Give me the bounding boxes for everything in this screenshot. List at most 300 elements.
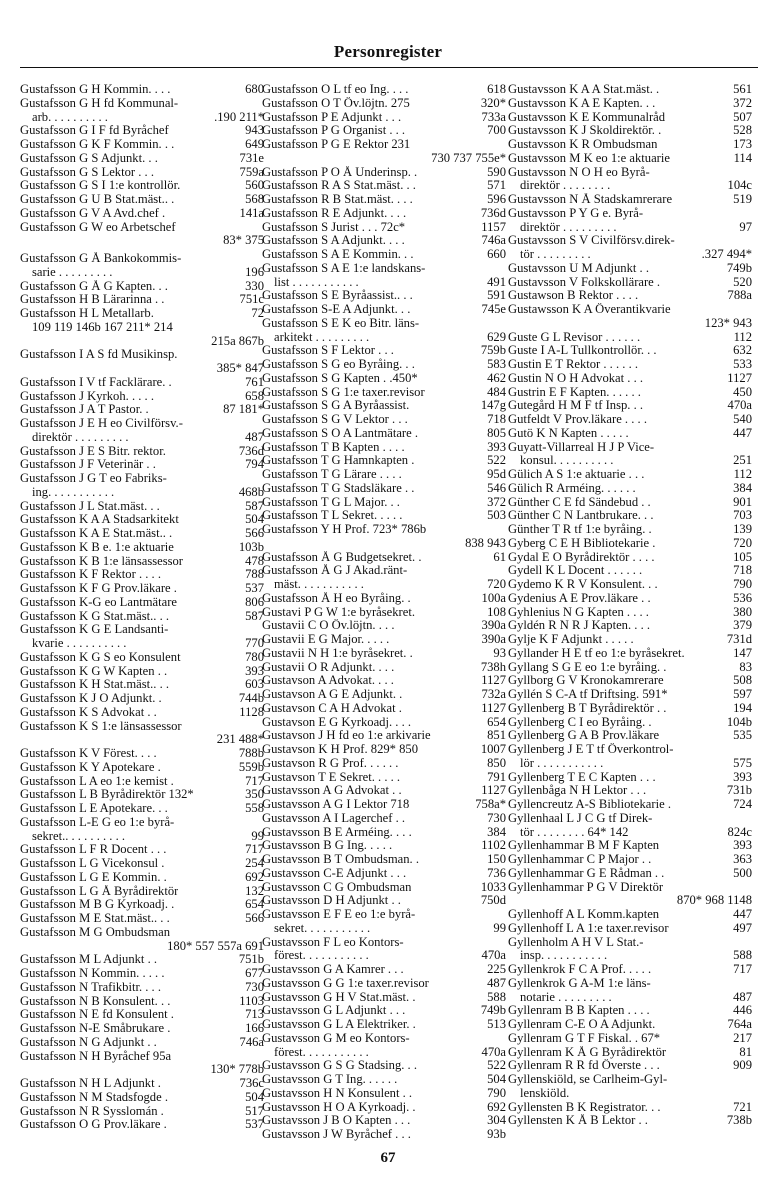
register-entry-line	[508, 523, 752, 537]
register-entry-line	[508, 798, 752, 812]
entry-pages: 447	[733, 908, 752, 921]
entry-text: Gydal E O Byrådirektör . . . .	[508, 550, 655, 564]
entry-text: Gustavson A Advokat. . . .	[262, 674, 394, 688]
entry-text: Gustavsson G M eo Kontors-	[262, 1031, 410, 1045]
entry-pages: 108	[487, 605, 506, 619]
register-entry-line	[20, 221, 264, 235]
register-entry-line	[508, 482, 752, 496]
entry-pages: 692	[487, 1100, 506, 1114]
register-entry-line	[20, 678, 264, 692]
entry-pages: 717	[733, 963, 752, 976]
register-entry-line	[262, 1032, 506, 1046]
entry-pages: 677	[245, 967, 264, 980]
entry-pages: 97	[739, 220, 752, 234]
register-entry-line	[508, 97, 752, 111]
entry-text: Gyllenbåga N H Lektor . . .	[508, 784, 647, 798]
entry-text: Gustavsson G A Kamrer . . .	[262, 963, 404, 976]
entry-pages	[503, 138, 506, 152]
register-entry-line	[508, 152, 752, 166]
entry-text: Gustavsson G H V Stat.mäst. .	[262, 990, 416, 1004]
entry-pages: 1127	[481, 674, 506, 688]
entry-text: sekret.. . . . . . . . . .	[32, 829, 126, 843]
entry-pages: 254	[245, 857, 264, 870]
entry-text: Gustafsson G S Adjunkt. . .	[20, 151, 158, 165]
entry-pages	[749, 812, 752, 826]
register-entry-line	[262, 317, 506, 331]
entry-pages: 1103	[239, 994, 264, 1008]
register-entry-line	[20, 610, 264, 624]
entry-text: Gustavsson J B O Kapten . . .	[262, 1114, 411, 1128]
entry-pages: 744b	[238, 692, 264, 705]
entry-pages: 95d	[487, 468, 506, 481]
entry-text: Gustafsson J F Veterinär . .	[20, 458, 156, 472]
register-entry-line	[262, 1004, 506, 1018]
register-entry-line	[508, 771, 752, 785]
entry-pages	[503, 262, 506, 276]
entry-text: Gustafsson G Å Bankokommis-	[20, 252, 182, 265]
register-entry-line	[508, 702, 752, 716]
register-entry-line	[508, 784, 752, 798]
register-entry-line	[508, 716, 752, 730]
register-entry-line	[262, 138, 506, 152]
entry-pages: 1033	[480, 880, 506, 894]
entry-pages: 759b	[480, 344, 506, 358]
entry-text: Gustafsson K H Stat.mäst.. . .	[20, 678, 170, 692]
entry-pages: 603	[245, 678, 264, 692]
entry-pages: 528	[733, 124, 752, 138]
register-entry-line	[508, 111, 752, 125]
register-entry-line	[262, 716, 506, 730]
entry-pages	[749, 207, 752, 221]
register-entry-line	[262, 289, 506, 303]
entry-pages: 730	[245, 980, 264, 994]
register-entry-line	[20, 1036, 264, 1050]
entry-pages: 720	[487, 578, 506, 591]
entry-text: förest. . . . . . . . . . .	[274, 949, 369, 963]
register-entry-line	[262, 702, 506, 716]
entry-text: Gyllensten B K Registrator. . .	[508, 1100, 661, 1114]
entry-text: Gydemo K R V Konsulent. . .	[508, 578, 658, 591]
register-entry-line	[20, 651, 264, 665]
entry-pages: 379	[733, 619, 752, 633]
register-entry-line	[20, 788, 264, 802]
register-entry-line	[20, 527, 264, 541]
entry-text: Gyllenhammar G E Rådman . .	[508, 866, 665, 880]
entry-text: Gyllensten K Å B Lektor . .	[508, 1114, 648, 1128]
entry-text: Gustafsson Å H eo Byråing. .	[262, 591, 411, 605]
entry-text: Gustafsson J E H eo Civilförsv.-	[20, 417, 183, 430]
entry-pages: 522	[487, 454, 506, 468]
entry-text: Gustavsson U M Adjunkt . .	[508, 261, 649, 275]
entry-text: Gustafsson S A E 1:e landskans-	[262, 261, 426, 275]
register-entry-line	[508, 234, 752, 248]
entry-text: Gyllang S G E eo 1:e byråing. .	[508, 660, 667, 674]
register-entry-line	[262, 207, 506, 221]
entry-text: Gyllenram G T F Fiskal. . 67*	[508, 1031, 661, 1045]
entry-text: Gustafsson T G L Major. . .	[262, 495, 400, 509]
entry-pages: 788a	[727, 289, 752, 303]
register-entry-line	[508, 138, 752, 152]
register-entry-line	[508, 564, 752, 578]
entry-text: Gustavson E G Kyrkoadj. . . .	[262, 715, 412, 729]
entry-pages: 588	[487, 990, 506, 1004]
entry-pages: 93b	[487, 1128, 506, 1141]
register-entry-line	[20, 1091, 264, 1105]
entry-pages: 520	[733, 275, 752, 289]
entry-text: Gustavson J H fd eo 1:e arkivarie	[262, 729, 431, 743]
entry-text: Gustavsson V Folkskollärare .	[508, 275, 661, 289]
entry-text: Gustafsson G K F Kommin. . .	[20, 138, 175, 151]
entry-pages: 736	[487, 866, 506, 880]
register-entry-line	[262, 386, 506, 400]
entry-text: Gustafsson T G Lärare . . . .	[262, 468, 402, 481]
register-entry-line	[20, 1022, 264, 1036]
entry-text: Gustafsson K F Rektor . . . .	[20, 568, 161, 582]
register-entry-line	[20, 857, 264, 871]
register-entry-line	[508, 207, 752, 221]
register-entry-line	[262, 647, 506, 661]
register-entry-line	[20, 321, 264, 335]
entry-pages	[749, 234, 752, 248]
entry-pages: 522	[487, 1059, 506, 1073]
entry-pages: 750d	[480, 894, 506, 908]
entry-text: Gustafsson K J O Adjunkt. .	[20, 692, 162, 705]
register-entry-line	[20, 138, 264, 152]
entry-pages: 478	[245, 554, 264, 568]
entry-text: Gustafsson N G Adjunkt . .	[20, 1035, 157, 1049]
register-entry-line	[262, 276, 506, 290]
entry-text: Gyllén S C-A tf Driftsing. 591*	[508, 688, 668, 701]
entry-pages: 104c	[727, 179, 752, 193]
register-entry-line	[262, 358, 506, 372]
entry-text: arkitekt . . . . . . . . .	[274, 330, 370, 344]
entry-text: Gutegård H M F tf Insp. . .	[508, 399, 644, 413]
entry-text: Gustafsson K G W Kapten . .	[20, 664, 168, 678]
register-entry-line	[20, 513, 264, 527]
entry-text: Gustafsson K G E Landsanti-	[20, 623, 169, 637]
entry-text: Gustafsson S A Adjunkt. . . .	[262, 234, 405, 248]
register-entry-line	[20, 266, 264, 280]
entry-text: Gustafsson N H Byråchef 95a	[20, 1049, 172, 1063]
register-entry-line	[262, 537, 506, 551]
register-column-3	[508, 83, 752, 1128]
entry-pages: 320*	[480, 96, 506, 110]
entry-text: Gustin N O H Advokat . . .	[508, 371, 644, 385]
entry-text: Gyllenhaal L J C G tf Direk-	[508, 811, 653, 825]
register-entry-line	[262, 963, 506, 977]
register-entry-line	[508, 372, 752, 386]
register-entry-line	[20, 1118, 264, 1132]
entry-text: Gustrin E F Kapten. . . . . .	[508, 385, 641, 399]
entry-text: Gustafsson O L tf eo Ing. . . .	[262, 83, 409, 96]
register-entry-line	[20, 124, 264, 138]
entry-text: Gustafsson G S Lektor . . .	[20, 165, 154, 179]
entry-text: Gustavsson H N Konsulent . .	[262, 1086, 413, 1100]
entry-pages	[503, 908, 506, 922]
register-entry-line	[508, 454, 752, 468]
register-entry-line	[508, 743, 752, 757]
entry-pages	[503, 936, 506, 950]
register-entry-line	[508, 839, 752, 853]
entry-pages: 805	[487, 426, 506, 440]
entry-pages: 746a	[239, 1035, 264, 1049]
register-entry-line	[508, 881, 752, 895]
entry-text: Gustafsson Y H Prof. 723* 786b	[262, 523, 427, 536]
register-entry-line	[262, 1114, 506, 1128]
entry-pages: 720	[733, 536, 752, 550]
entry-text: Gustavsson G T Ing. . . . . .	[262, 1073, 398, 1086]
register-entry-line	[20, 940, 264, 954]
entry-pages: 487	[733, 990, 752, 1004]
register-entry-line	[508, 262, 752, 276]
header-rule	[20, 67, 758, 68]
entry-pages: 330	[245, 279, 264, 293]
entry-text: Gustafsson K S 1:e länsassessor	[20, 719, 182, 733]
entry-pages: 150	[487, 853, 506, 866]
register-entry-line	[508, 358, 752, 372]
entry-text: Gustafsson S G 1:e taxer.revisor	[262, 385, 425, 399]
entry-text: Gyllenkrok G A-M 1:e läns-	[508, 976, 651, 990]
entry-pages: 566	[245, 527, 264, 540]
register-entry-line	[508, 963, 752, 977]
entry-text: Gyllenhammar C P Major . .	[508, 853, 652, 866]
entry-pages: 838 943	[465, 536, 506, 550]
entry-pages: 99	[251, 829, 264, 843]
entry-text: Gylje K F Adjunkt . . . . .	[508, 633, 634, 646]
entry-pages: 393	[733, 839, 752, 853]
entry-text: Gustafsson K V Förest. . . .	[20, 747, 157, 760]
entry-text: Gustavsson A G I Lektor 718	[262, 798, 410, 811]
register-entry-line	[20, 898, 264, 912]
register-entry-line	[262, 674, 506, 688]
register-entry-line	[508, 936, 752, 950]
entry-pages: 104b	[726, 715, 752, 729]
register-entry-line	[20, 390, 264, 404]
register-entry-line	[508, 729, 752, 743]
entry-text: Gyllenberg J E T tf Överkontrol-	[508, 743, 674, 756]
register-entry-line	[262, 578, 506, 592]
entry-text: Gustavsson A G Advokat . .	[262, 784, 402, 798]
entry-pages: 83* 375	[223, 234, 264, 248]
entry-pages: 484	[487, 385, 506, 399]
register-entry-line	[262, 771, 506, 785]
entry-text: Gustafsson K F G Prov.läkare .	[20, 582, 177, 595]
entry-text: Gustafsson N Kommin. . . . .	[20, 967, 165, 980]
entry-pages: 112	[733, 330, 752, 344]
entry-text: Gustavsson J W Byråchef . . .	[262, 1128, 411, 1141]
register-entry-line	[20, 953, 264, 967]
register-entry-line	[262, 867, 506, 881]
entry-pages: 1102	[481, 839, 506, 853]
entry-text: Gustafsson J A T Pastor. .	[20, 403, 149, 417]
entry-pages: 385* 847	[216, 362, 264, 375]
entry-text: Gustavsson S V Civilförsv.direk-	[508, 234, 675, 248]
entry-text: Gyllenram B B Kapten . . . .	[508, 1004, 650, 1018]
entry-text: Gustafsson G W eo Arbetschef	[20, 220, 176, 234]
entry-text: Gustafsson K B 1:e länsassessor	[20, 554, 184, 568]
register-entry-line	[20, 280, 264, 294]
register-entry-line	[262, 949, 506, 963]
entry-text: Gustafsson G U B Stat.mäst.. .	[20, 193, 175, 206]
entry-text: Gustafsson S F Lektor . . .	[262, 344, 394, 358]
register-entry-line	[20, 293, 264, 307]
entry-text: Gustafsson T G Hamnkapten .	[262, 454, 415, 468]
register-entry-line	[20, 179, 264, 193]
register-entry-line	[20, 967, 264, 981]
entry-text: Gustafsson H L Metallarb.	[20, 307, 154, 320]
entry-pages: 217	[733, 1031, 752, 1045]
entry-text: tör . . . . . . . . .	[520, 248, 591, 261]
register-entry-line	[508, 1032, 752, 1046]
entry-text: Gustafsson G H fd Kommunal-	[20, 96, 179, 110]
register-entry-line	[20, 885, 264, 899]
entry-pages: 147	[733, 646, 752, 660]
register-column-1	[20, 83, 264, 1132]
entry-pages: 537	[245, 1118, 264, 1132]
entry-pages: 462	[487, 371, 506, 385]
register-entry-line	[262, 523, 506, 537]
entry-pages: 372	[733, 96, 752, 110]
register-entry-line	[508, 303, 752, 317]
entry-text: Gustafsson Å G J Akad.ränt-	[262, 564, 408, 578]
entry-pages: 558	[245, 802, 264, 815]
entry-pages: 794	[245, 458, 264, 472]
entry-text: Gyllander H E tf eo 1:e byråsekret.	[508, 646, 685, 660]
entry-pages: 196	[245, 265, 264, 279]
register-entry-line	[262, 97, 506, 111]
entry-pages: 870* 968 1148	[676, 894, 752, 908]
page-number: 67	[380, 1150, 396, 1166]
register-entry-line	[262, 1046, 506, 1060]
entry-text: Gustavsson D H Adjunkt . .	[262, 894, 401, 908]
entry-pages: 533	[733, 358, 752, 371]
entry-pages: 788b	[238, 747, 264, 760]
entry-pages: 504	[245, 513, 264, 527]
entry-pages: 943	[245, 124, 264, 138]
register-entry-line	[20, 307, 264, 321]
entry-pages: 393	[733, 770, 752, 784]
register-entry-line	[508, 344, 752, 358]
register-entry-line	[262, 619, 506, 633]
register-entry-line	[262, 166, 506, 180]
register-entry-line	[20, 252, 264, 266]
entry-pages: 718	[487, 413, 506, 426]
entry-pages: 736d	[238, 444, 264, 458]
entry-text: Gustavson R G Prof. . . . . .	[262, 756, 399, 770]
entry-text: Gustavsson B E Arméing. . . .	[262, 825, 412, 839]
entry-pages: 759a	[239, 165, 264, 179]
entry-text: Gutfeldt V Prov.läkare . . . .	[508, 413, 647, 426]
entry-pages: 745e	[481, 303, 506, 316]
entry-text: lenskiöld.	[520, 1086, 570, 1100]
register-entry-line	[20, 445, 264, 459]
entry-pages: 791	[487, 770, 506, 784]
entry-text: Gyllenram C-E O A Adjunkt.	[508, 1018, 656, 1031]
entry-pages: 717	[245, 774, 264, 788]
register-entry-line	[262, 908, 506, 922]
entry-text: Gustavsson A I Lagerchef . .	[262, 811, 406, 825]
entry-pages: 450	[733, 385, 752, 399]
register-entry-line	[262, 839, 506, 853]
register-entry-line	[20, 376, 264, 390]
entry-text: list . . . . . . . . . . .	[274, 275, 359, 289]
entry-pages: 731e	[239, 151, 264, 165]
register-entry-line	[20, 555, 264, 569]
entry-pages: 618	[487, 83, 506, 96]
entry-text: lör . . . . . . . . . . .	[520, 756, 604, 770]
entry-pages: 901	[733, 495, 752, 509]
entry-pages: 147g	[480, 399, 506, 413]
entry-pages: 583	[487, 358, 506, 371]
entry-text: Gustavsson G G 1:e taxer.revisor	[262, 976, 429, 990]
entry-pages: 470a	[727, 399, 752, 413]
entry-pages: 1127	[727, 371, 752, 385]
entry-text: Gustafsson T G Stadsläkare . .	[262, 481, 415, 495]
entry-pages: 649	[245, 138, 264, 151]
entry-text: Gyllenhammar P G V Direktör	[508, 880, 664, 894]
register-entry-line	[262, 344, 506, 358]
register-entry-line	[20, 733, 264, 747]
entry-text: Gustafsson S A E Kommin. . .	[262, 248, 414, 261]
entry-text: Gustafsson L B Byrådirektör 132*	[20, 788, 194, 802]
register-entry-line	[508, 83, 752, 97]
register-entry-line	[508, 1004, 752, 1018]
register-entry-line	[20, 362, 264, 376]
entry-pages: 390a	[481, 633, 506, 646]
entry-pages: 393	[245, 664, 264, 678]
register-entry-line	[508, 1046, 752, 1060]
entry-text: Gustavsson K E Kommunalråd	[508, 110, 666, 124]
entry-pages: 231 488*	[216, 733, 264, 747]
entry-pages: 470a	[481, 949, 506, 963]
entry-text: Gustavii O R Adjunkt. . . .	[262, 660, 395, 674]
entry-pages: 851	[487, 729, 506, 743]
entry-text: Gustawson B Rektor . . . .	[508, 289, 639, 303]
entry-pages: 738b	[726, 1114, 752, 1128]
register-entry-line	[262, 592, 506, 606]
entry-text: Gustawsson K A Överantikvarie	[508, 303, 671, 316]
entry-pages: 658	[245, 389, 264, 403]
register-entry-line	[20, 830, 264, 844]
entry-text: Gustafsson P O Å Underinsp. .	[262, 165, 418, 179]
entry-text: Gustavson A G E Adjunkt. .	[262, 688, 403, 701]
register-entry-line	[262, 248, 506, 262]
register-entry-line	[262, 193, 506, 207]
entry-text: Gustafsson P G E Rektor 231	[262, 138, 411, 151]
register-entry-line	[262, 661, 506, 675]
entry-text: Gülich A S 1:e aktuarie . . .	[508, 468, 645, 481]
entry-pages: 632	[733, 344, 752, 358]
entry-text: Gustafsson J G T eo Fabriks-	[20, 472, 167, 485]
register-entry-line	[20, 912, 264, 926]
register-entry-line	[20, 1063, 264, 1077]
register-entry-line	[262, 482, 506, 496]
register-entry-line	[262, 124, 506, 138]
entry-text: 109 119 146b 167 211* 214	[32, 320, 173, 334]
entry-text: Gustafsson R A S Stat.mäst. . .	[262, 179, 416, 193]
entry-text: Günther C E fd Sändebud . .	[508, 495, 651, 509]
entry-text: Gustavsson C-E Adjunkt . . .	[262, 866, 407, 880]
entry-text: Gyhlenius N G Kapten . . . .	[508, 605, 649, 619]
register-entry-line	[508, 853, 752, 867]
entry-text: Gustavsson N O H eo Byrå-	[508, 165, 650, 179]
entry-pages	[503, 317, 506, 331]
entry-pages: 72	[251, 307, 264, 320]
entry-text: Gutö K N Kapten . . . . .	[508, 426, 629, 440]
register-entry-line	[262, 633, 506, 647]
register-entry-line	[508, 537, 752, 551]
register-entry-line	[508, 688, 752, 702]
